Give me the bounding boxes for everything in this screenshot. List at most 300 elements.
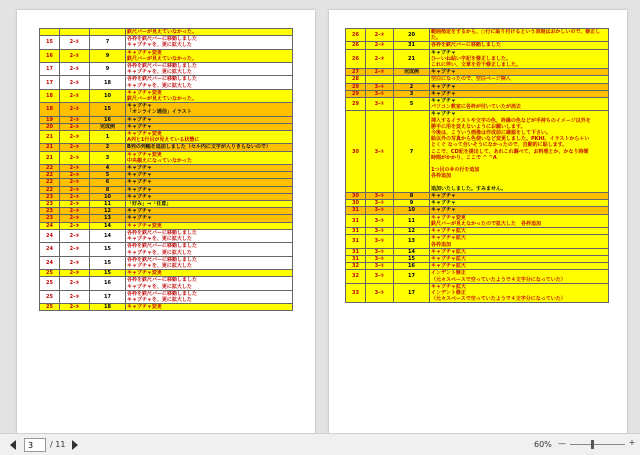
section-cell: 2-② <box>60 36 90 49</box>
revision-note-line: キャプチャを、更に拡大した <box>127 283 192 290</box>
revision-note-line: これに伴い、文章を若干修正しました。 <box>431 62 522 69</box>
revision-note-line: 各枠を鉄尺バーに移動しました <box>127 63 198 70</box>
status-bar <box>0 433 640 455</box>
page-number-cell: 18 <box>40 89 60 102</box>
table-row <box>40 193 293 200</box>
revision-note-line: 各枠を鉄尺バーに移動しました <box>127 243 198 250</box>
table-row <box>40 103 293 116</box>
page-total: / 11 <box>50 440 66 449</box>
revision-note-line: ここで、CD記を提出して、あれこれ調べて、お料理とか、かなり時間 <box>431 148 589 155</box>
table-row <box>40 29 293 36</box>
section-cell: 2-③ <box>60 256 90 269</box>
revision-note-cell <box>126 172 293 179</box>
next-page-icon[interactable] <box>72 440 78 450</box>
table-row <box>40 201 293 208</box>
revision-note-cell <box>126 201 293 208</box>
table-row <box>346 283 609 303</box>
revision-note-line: 各枠を鉄尺バーに移動しました <box>127 36 198 43</box>
page-number-cell: 20 <box>40 123 60 130</box>
page-number-cell: 19 <box>40 116 60 123</box>
section-cell: 2-③ <box>60 172 90 179</box>
revision-note-line: キャプチャ <box>127 193 152 200</box>
table-row <box>346 228 609 235</box>
revision-note-line: 鉄尺バーが見えていなかった。 <box>127 55 198 62</box>
revision-note-line: キャプチャ拡大 <box>431 263 466 270</box>
revision-note-cell <box>430 248 609 255</box>
section-cell: 2-③ <box>60 186 90 193</box>
page-number-cell: 31 <box>346 214 366 227</box>
page-number-cell: 16 <box>40 49 60 62</box>
revision-note-cell <box>430 214 609 227</box>
revision-note-line: キャプチャ <box>127 215 152 222</box>
section-cell: 3-① <box>366 214 394 227</box>
revision-note-cell <box>126 89 293 102</box>
section-cell: 3-① <box>366 207 394 214</box>
revision-note-line: 各枠を鉄尺バーに移動しました <box>127 277 198 284</box>
section-cell: 3-① <box>366 200 394 207</box>
table-row <box>40 256 293 269</box>
page-number-cell: 28 <box>346 76 366 83</box>
revision-note-line: 各枠を鉄尺バーに移動しました <box>431 42 502 49</box>
table-row <box>40 172 293 179</box>
page-number-cell: 29 <box>346 98 366 111</box>
revision-note-line: キャプチャを、更に拡大した <box>127 42 192 49</box>
zoom-in-button[interactable]: + <box>628 438 636 447</box>
revision-note-line: キャプチャ <box>127 208 152 215</box>
page-number-cell: 24 <box>40 256 60 269</box>
revision-note-line: （元々スペースで空っていたようで４文字分になっていた） <box>431 296 566 303</box>
item-cell: 2 <box>394 83 430 90</box>
page-number-cell: 24 <box>40 229 60 242</box>
section-cell: 3-① <box>366 235 394 248</box>
item-cell: 13 <box>394 235 430 248</box>
page-number-cell: 24 <box>40 243 60 256</box>
revision-note-line: キャプチャ拡大 <box>431 255 466 262</box>
revision-note-line: キャプチャ <box>127 116 152 123</box>
table-row <box>40 63 293 76</box>
revision-note-line: 各枠追加 <box>431 241 452 248</box>
revision-note-line: 各枠を鉄尺バーに移動しました <box>127 76 198 83</box>
table-row <box>40 290 293 303</box>
page-left <box>17 10 315 433</box>
table-row <box>346 49 609 69</box>
section-cell: 3-① <box>366 90 394 97</box>
revision-note-line: 鉄尺バーが見えなかったので拡大した 各枠追加 <box>431 220 542 227</box>
revision-note-line: B列の列幅を追加しました（セル内に文字が入りきらないので） <box>127 144 271 151</box>
revision-note-line: 各枠を鉄尺バーに移動しました <box>127 290 198 297</box>
item-cell <box>394 76 430 83</box>
revision-note-line: キャプチャ変更 <box>127 151 162 158</box>
page-number-cell: 25 <box>40 270 60 277</box>
revision-table-right <box>345 28 609 303</box>
revision-note-cell <box>126 243 293 256</box>
page-number-cell: 21 <box>40 131 60 144</box>
table-row <box>40 229 293 242</box>
revision-note-cell <box>430 200 609 207</box>
revision-table-left <box>39 28 293 311</box>
revision-note-cell <box>430 235 609 248</box>
item-cell: 9 <box>394 200 430 207</box>
revision-note-line: キャプチャ <box>127 179 152 186</box>
section-cell: 2-③ <box>60 165 90 172</box>
revision-note-cell <box>430 193 609 200</box>
table-row <box>346 255 609 262</box>
item-cell: 18 <box>90 76 126 89</box>
revision-note-line: 鉄尺バーが見えていなかった。 <box>127 29 198 35</box>
table-row <box>346 69 609 76</box>
revision-note-cell <box>430 283 609 303</box>
revision-note-line: キャプチャを、更に拡大した <box>127 82 192 89</box>
item-cell: 31 <box>394 42 430 49</box>
page-number-cell: 21 <box>40 151 60 164</box>
page-number-cell: 30 <box>346 111 366 193</box>
revision-note-line: キャプチャ変更 <box>127 304 162 311</box>
table-row <box>40 123 293 130</box>
revision-note-cell <box>126 186 293 193</box>
item-cell: 9 <box>90 49 126 62</box>
revision-note-line: キャプチャを、更に拡大した <box>127 249 192 256</box>
revision-note-line: キャプチャ変更 <box>127 222 162 229</box>
table-row <box>346 248 609 255</box>
revision-note-line: キャプチャ <box>431 193 456 200</box>
revision-note-cell <box>126 215 293 222</box>
section-cell: 3-① <box>366 98 394 111</box>
section-cell: 3-① <box>366 263 394 270</box>
table-row <box>346 98 609 111</box>
revision-note-line: ひーいね貼い字記を修正しました。 <box>431 55 512 62</box>
page-number-cell: 18 <box>40 103 60 116</box>
item-cell: 5 <box>394 98 430 111</box>
revision-note-cell <box>430 270 609 283</box>
item-cell: 16 <box>90 277 126 290</box>
revision-note-cell <box>126 222 293 229</box>
table-row <box>40 304 293 311</box>
table-row <box>40 131 293 144</box>
table-row <box>40 179 293 186</box>
section-cell: 3-① <box>366 283 394 303</box>
section-cell: 2-③ <box>366 49 394 69</box>
revision-note-cell <box>126 256 293 269</box>
item-cell: 21 <box>394 49 430 69</box>
item-cell: 15 <box>90 256 126 269</box>
table-row <box>346 200 609 207</box>
revision-note-line: キャプチャ変更 <box>127 270 162 277</box>
revision-note-cell <box>126 165 293 172</box>
page-number-cell: 23 <box>40 215 60 222</box>
revision-note-cell <box>126 208 293 215</box>
revision-note-line: キャプチャを、更に拡大した <box>127 296 192 303</box>
page-number-cell: 30 <box>346 200 366 207</box>
item-cell: 10 <box>394 207 430 214</box>
revision-note-line: キャプチャ <box>431 49 456 56</box>
revision-note-line: キャプチャ変更 <box>127 49 162 56</box>
item-cell: 18 <box>90 304 126 311</box>
section-cell: 3-① <box>366 111 394 193</box>
table-row <box>346 90 609 97</box>
revision-note-cell <box>126 229 293 242</box>
revision-note-cell <box>430 83 609 90</box>
revision-note-line: （元々スペースで空っていたようで４文字分になっていた） <box>431 276 566 283</box>
table-row <box>40 89 293 102</box>
table-row <box>346 42 609 49</box>
page-number-cell: 31 <box>346 207 366 214</box>
revision-note-line: 勝手に用を変えないようにお願いします。 <box>431 123 526 130</box>
revision-note-line: キャプチャを、更に拡大した <box>127 262 192 269</box>
revision-note-cell <box>126 36 293 49</box>
page-number-cell: 32 <box>346 263 366 270</box>
table-row <box>40 186 293 193</box>
table-row <box>40 151 293 164</box>
revision-note-cell <box>126 49 293 62</box>
table-row <box>346 111 609 193</box>
section-cell: 3-① <box>366 228 394 235</box>
page-number-cell: 23 <box>40 193 60 200</box>
revision-note-cell <box>126 277 293 290</box>
section-cell: 3-① <box>366 193 394 200</box>
revision-note-line: 時間がかかり、ここで ^ ^A <box>431 154 497 161</box>
table-row <box>346 270 609 283</box>
section-cell: 2-③ <box>60 131 90 144</box>
sheet-left <box>39 28 293 311</box>
table-row <box>346 263 609 270</box>
revision-note-line: 各枠追加 <box>431 173 452 180</box>
revision-note-line: 追加いたしました。すみません。 <box>431 185 507 192</box>
revision-note-line: キャプチャ変更 <box>127 131 162 138</box>
item-cell: 16 <box>90 116 126 123</box>
item-cell: 6 <box>90 179 126 186</box>
revision-note-line: パソコン教室に各枠が付いていたが消去 <box>431 104 521 111</box>
table-row <box>40 36 293 49</box>
table-row <box>40 165 293 172</box>
revision-note-cell <box>430 255 609 262</box>
revision-note-cell <box>126 29 293 36</box>
section-cell: 2-② <box>60 49 90 62</box>
revision-note-cell <box>126 103 293 116</box>
revision-note-line: キャプチャ <box>127 103 152 110</box>
revision-note-line: キャプチャ <box>431 83 456 90</box>
section-cell: 2-③ <box>60 229 90 242</box>
page-number-cell: 29 <box>346 90 366 97</box>
page-number-cell: 15 <box>40 36 60 49</box>
item-cell: 完成例 <box>394 69 430 76</box>
revision-note-cell <box>126 131 293 144</box>
table-row <box>346 214 609 227</box>
page-number-cell: 23 <box>40 201 60 208</box>
revision-note-line: 「オンライン通信」イラスト <box>127 109 192 116</box>
page-number-cell: 25 <box>40 304 60 311</box>
revision-note-cell <box>430 263 609 270</box>
revision-note-cell <box>430 207 609 214</box>
page-number-cell: 29 <box>346 83 366 90</box>
revision-note-line: 1つ目の※の行を追加 <box>431 167 480 174</box>
revision-note-line: キャプチャ <box>127 123 152 130</box>
revision-note-line: インデント修正 <box>431 289 466 296</box>
item-cell: 7 <box>394 111 430 193</box>
page-number-input[interactable] <box>24 438 46 452</box>
revision-note-cell <box>126 290 293 303</box>
page-number-cell: 31 <box>346 255 366 262</box>
table-row <box>40 208 293 215</box>
section-cell: 2-③ <box>60 215 90 222</box>
section-cell: 2-③ <box>60 222 90 229</box>
revision-note-line: キャプチャ <box>431 90 456 97</box>
revision-note-line: インデント修正 <box>431 270 466 277</box>
item-cell: 15 <box>90 270 126 277</box>
revision-note-line: キャプチャ <box>431 111 456 118</box>
page-number-cell: 22 <box>40 186 60 193</box>
page-number-cell: 26 <box>346 42 366 49</box>
revision-note-cell <box>126 193 293 200</box>
page-number-cell: 25 <box>40 290 60 303</box>
section-cell: 2-③ <box>366 42 394 49</box>
revision-note-line: 今後は、こういう画像は作成前に確認をして下さい。 <box>431 130 552 137</box>
table-row <box>346 193 609 200</box>
revision-note-cell <box>126 76 293 89</box>
revision-note-cell <box>430 111 609 193</box>
item-cell <box>90 29 126 36</box>
item-cell: 15 <box>394 255 430 262</box>
revision-note-line: 挿入するイラストや文字の色、枠線の色などが手持ちのイメージ以外を <box>431 117 591 124</box>
page-number-cell: 30 <box>346 193 366 200</box>
revision-note-line: キャプチャ <box>431 98 456 105</box>
section-cell <box>60 29 90 36</box>
page-number-cell: 27 <box>346 69 366 76</box>
table-row <box>40 277 293 290</box>
revision-note-cell <box>126 144 293 151</box>
item-cell: 9 <box>90 63 126 76</box>
page-number-cell: 22 <box>40 165 60 172</box>
revision-note-line: キャプチャを、更に拡大した <box>127 236 192 243</box>
revision-note-line: キャプチャを、更に拡大した <box>127 69 192 76</box>
item-cell: 14 <box>394 248 430 255</box>
revision-note-cell <box>430 228 609 235</box>
revision-note-line: 範囲指定をするから、○行に貼り付けるという表現はおかしいので、修正した。 <box>431 29 601 42</box>
page-number-cell <box>40 29 60 36</box>
table-row <box>40 144 293 151</box>
revision-note-cell <box>126 179 293 186</box>
section-cell: 2-③ <box>60 270 90 277</box>
section-cell: 2-③ <box>60 201 90 208</box>
section-cell: 2-③ <box>60 151 90 164</box>
revision-note-line: キャプチャ変更 <box>127 89 162 96</box>
revision-note-cell <box>430 49 609 69</box>
page-number-cell: 21 <box>40 144 60 151</box>
section-cell: 2-② <box>60 89 90 102</box>
zoom-level: 60% <box>534 440 552 449</box>
item-cell: 4 <box>90 165 126 172</box>
revision-note-line: キャプチャ <box>127 172 152 179</box>
revision-note-cell <box>430 90 609 97</box>
page-number-cell: 26 <box>346 49 366 69</box>
item-cell: 11 <box>394 214 430 227</box>
item-cell: 3 <box>90 151 126 164</box>
section-cell: 2-③ <box>60 179 90 186</box>
section-cell: 2-③ <box>60 208 90 215</box>
item-cell: 16 <box>394 263 430 270</box>
revision-note-line: 各枠を鉄尺バーに移動しました <box>127 229 198 236</box>
revision-note-line: キャプチャ拡大 <box>431 283 466 290</box>
item-cell: 3 <box>394 90 430 97</box>
table-row <box>40 116 293 123</box>
table-row <box>346 76 609 83</box>
revision-note-cell <box>126 304 293 311</box>
revision-note-line: キャプチャ <box>431 207 456 214</box>
item-cell: 10 <box>90 193 126 200</box>
table-row <box>346 29 609 42</box>
section-cell <box>366 76 394 83</box>
page-number-cell: 25 <box>40 277 60 290</box>
section-cell: 2-② <box>60 116 90 123</box>
item-cell: 15 <box>90 243 126 256</box>
revision-note-line: 空白になったので、空白ページ挿入 <box>431 76 511 83</box>
revision-note-cell <box>126 151 293 164</box>
item-cell: 完成例 <box>90 123 126 130</box>
page-number-cell: 23 <box>40 208 60 215</box>
page-number-cell: 22 <box>40 172 60 179</box>
section-cell: 2-③ <box>366 29 394 42</box>
section-cell: 2-③ <box>60 304 90 311</box>
revision-note-line: キャプチャ <box>431 200 456 207</box>
section-cell: 2-② <box>60 76 90 89</box>
zoom-out-button[interactable]: — <box>558 439 566 448</box>
table-row <box>40 270 293 277</box>
revision-note-line: とくぐ なって合いそうになかったので、自動的に貼します。 <box>431 142 568 149</box>
prev-page-icon[interactable] <box>10 440 16 450</box>
item-cell: 8 <box>394 193 430 200</box>
revision-note-cell <box>430 29 609 42</box>
revision-note-cell <box>430 98 609 111</box>
page-number-cell: 17 <box>40 76 60 89</box>
page-number-cell: 17 <box>40 63 60 76</box>
revision-note-line: キャプチャ拡大 <box>431 235 466 242</box>
section-cell: 3-① <box>366 83 394 90</box>
page-right <box>329 10 627 433</box>
table-row <box>40 76 293 89</box>
item-cell: 11 <box>90 201 126 208</box>
revision-note-line: キャプチャ <box>127 186 152 193</box>
section-cell: 2-② <box>60 103 90 116</box>
table-row <box>346 207 609 214</box>
table-row <box>346 235 609 248</box>
item-cell: 2 <box>90 144 126 151</box>
zoom-slider-track[interactable] <box>570 444 625 445</box>
revision-note-cell <box>126 123 293 130</box>
revision-note-line: キャプチャ拡大 <box>431 248 466 255</box>
page-number-cell: 31 <box>346 228 366 235</box>
revision-note-line: キャプチャ <box>431 69 456 76</box>
revision-note-line: 各枠を鉄尺バーに移動しました <box>127 256 198 263</box>
page-number-cell: 22 <box>40 179 60 186</box>
page-number-cell: 24 <box>40 222 60 229</box>
item-cell: 15 <box>90 103 126 116</box>
zoom-slider-thumb[interactable] <box>591 440 594 449</box>
table-row <box>40 49 293 62</box>
page-number-cell: 31 <box>346 235 366 248</box>
revision-note-line: キャプチャ変更 <box>431 214 466 221</box>
revision-note-line: 「好み」→「任意」 <box>127 201 172 208</box>
table-row <box>40 222 293 229</box>
section-cell: 2-③ <box>60 290 90 303</box>
table-row <box>346 83 609 90</box>
revision-note-cell <box>126 63 293 76</box>
page-number-cell: 33 <box>346 283 366 303</box>
item-cell: 12 <box>394 228 430 235</box>
item-cell: 14 <box>90 229 126 242</box>
item-cell: 13 <box>90 215 126 222</box>
revision-note-line: 絵以外の写真から色使いなど変更しました。PKHI、イラストから＋い <box>431 136 590 143</box>
section-cell: 2-③ <box>366 69 394 76</box>
revision-note-cell <box>430 69 609 76</box>
